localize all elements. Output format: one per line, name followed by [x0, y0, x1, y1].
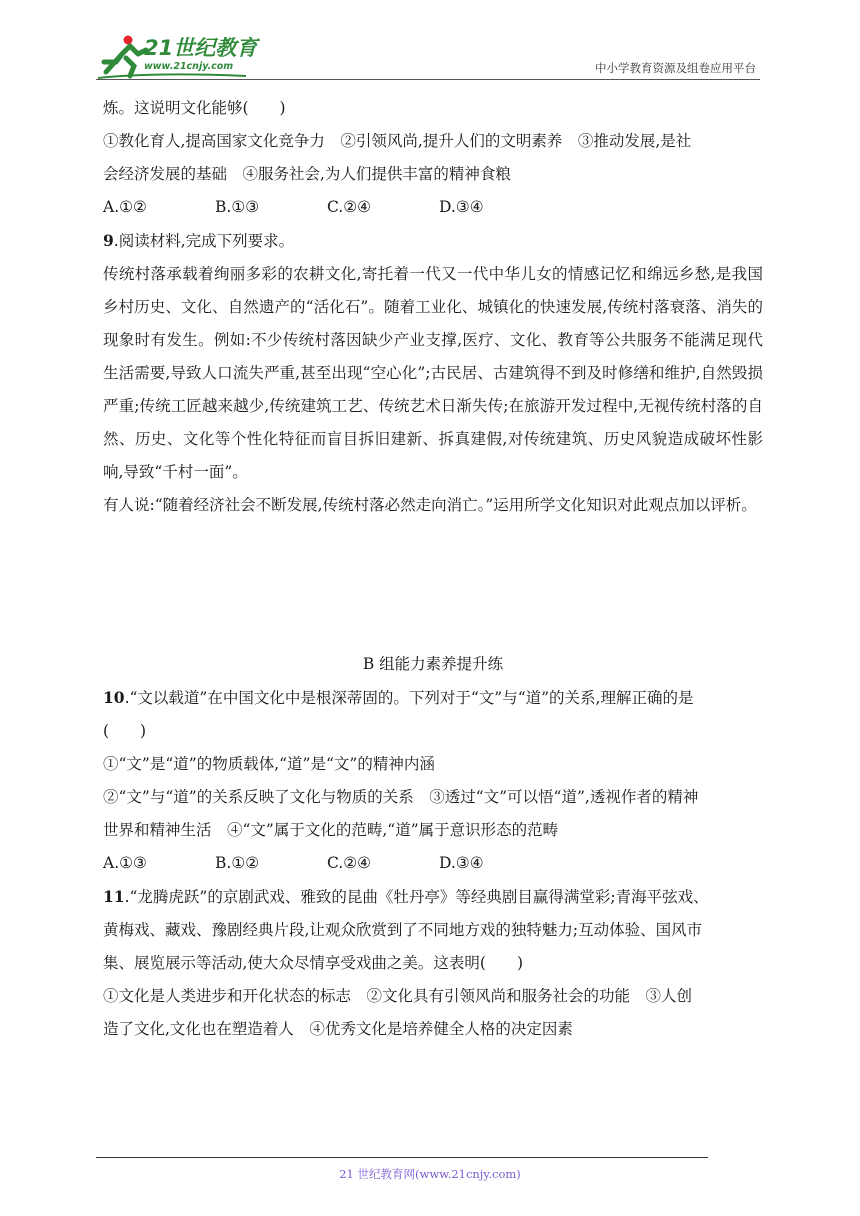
section-b-title: B 组能力素养提升练 — [362, 655, 504, 673]
q10-option-b: B.①② — [215, 854, 260, 872]
q10-statement2-line1: ②“文”与“道”的关系反映了文化与物质的关系 ③透过“文”可以悟“道”,透视作者的精神 — [103, 788, 699, 806]
logo-text: 21世纪教育 — [144, 36, 258, 60]
q11-stem-line2: 黄梅戏、藏戏、豫剧经典片段,让观众欣赏到了不同地方戏的独特魅力;互动体验、国风市 — [103, 921, 703, 939]
q9-question: 有人说:“随着经济社会不断发展,传统村落必然走向消亡。”运用所学文化知识对此观点加以评析。 — [103, 496, 757, 514]
q11-stem-text: .“龙腾虎跃”的京剧武戏、雅致的昆曲《牡丹亭》等经典剧目赢得满堂彩;青海平弦戏、 — [124, 888, 709, 906]
q8-statements-line1: ①教化育人,提高国家文化竞争力 ②引领风尚,提升人们的文明素养 ③推动发展,是社 — [103, 132, 692, 150]
q11-stem-line1 — [103, 880, 763, 914]
header-divider — [96, 79, 760, 80]
q8-option-a: A.①② — [103, 198, 147, 216]
q9-material: 传统村落承载着绚丽多彩的农耕文化,寄托着一代又一代中华儿女的情感记忆和绵远乡愁,是我国乡村历史、文化、自然遗产的“活化石”。随着工业化、城镇化的快速发展,传统村落衰落、消失的现象时有发生。例如:不少传统村落因缺少产业支撑,医疗、文化、教育等公共服务不能满足现代生活需要,导致人口流失严重,甚至出现“空心化”;古民居、古建筑得不到及时修缮和维护,自然毁损严重;传统工匠越来越少,传统建筑工艺、传统艺术日渐失传;在旅游开发过程中,无视传统村落的自然、历史、文化等个性化特征而盲目拆旧建新、拆真建假,对传统建筑、历史风貌造成破坏性影响,导致“千村一面”。 — [103, 265, 763, 481]
q8-option-d: D.③④ — [439, 198, 484, 216]
q8-statements-line2: 会经济发展的基础 ④服务社会,为人们提供丰富的精神食粮 — [103, 165, 511, 183]
q10-options — [103, 847, 763, 880]
q10-stem-line2: ( ) — [103, 722, 147, 740]
q11-stem-line3: 集、展览展示等活动,使大众尽情享受戏曲之美。这表明( ) — [103, 954, 524, 972]
q10-number: 10 — [103, 688, 125, 707]
q8-options — [103, 191, 763, 224]
footer-divider — [96, 1157, 708, 1158]
q10-statement1: ①“文”是“道”的物质载体,“道”是“文”的精神内涵 — [103, 755, 435, 773]
q10-option-c: C.②④ — [327, 854, 372, 872]
page-header — [96, 30, 756, 82]
q10-option-a: A.①③ — [103, 854, 147, 872]
q8-option-b: B.①③ — [215, 198, 260, 216]
q9-number: 9 — [103, 231, 114, 250]
q11-statements-line2: 造了文化,文化也在塑造着人 ④优秀文化是培养健全人格的决定因素 — [103, 1020, 573, 1038]
q11-number: 11 — [103, 887, 125, 906]
q10-stem-line1 — [103, 681, 763, 715]
q8-option-c: C.②④ — [327, 198, 372, 216]
platform-name: 中小学教育资源及组卷应用平台 — [595, 61, 756, 75]
q11-statements-line1: ①文化是人类进步和开化状态的标志 ②文化具有引领风尚和服务社会的功能 ③人创 — [103, 987, 693, 1005]
q8-stem-tail: 炼。这说明文化能够( ) — [103, 99, 286, 117]
q10-stem-text: .“文以载道”在中国文化中是根深蒂固的。下列对于“文”与“道”的关系,理解正确的是 — [124, 689, 694, 707]
document-body — [103, 92, 763, 1046]
q9-title-line — [103, 224, 763, 258]
q9-title: .阅读材料,完成下列要求。 — [113, 232, 295, 250]
logo-url: www.21cnjy.com — [144, 61, 234, 72]
page-footer: 21 世纪教育网(www.21cnjy.com) — [339, 1167, 521, 1181]
q10-option-d: D.③④ — [439, 854, 484, 872]
q10-statement2-line2: 世界和精神生活 ④“文”属于文化的范畴,“道”属于意识形态的范畴 — [103, 821, 559, 839]
